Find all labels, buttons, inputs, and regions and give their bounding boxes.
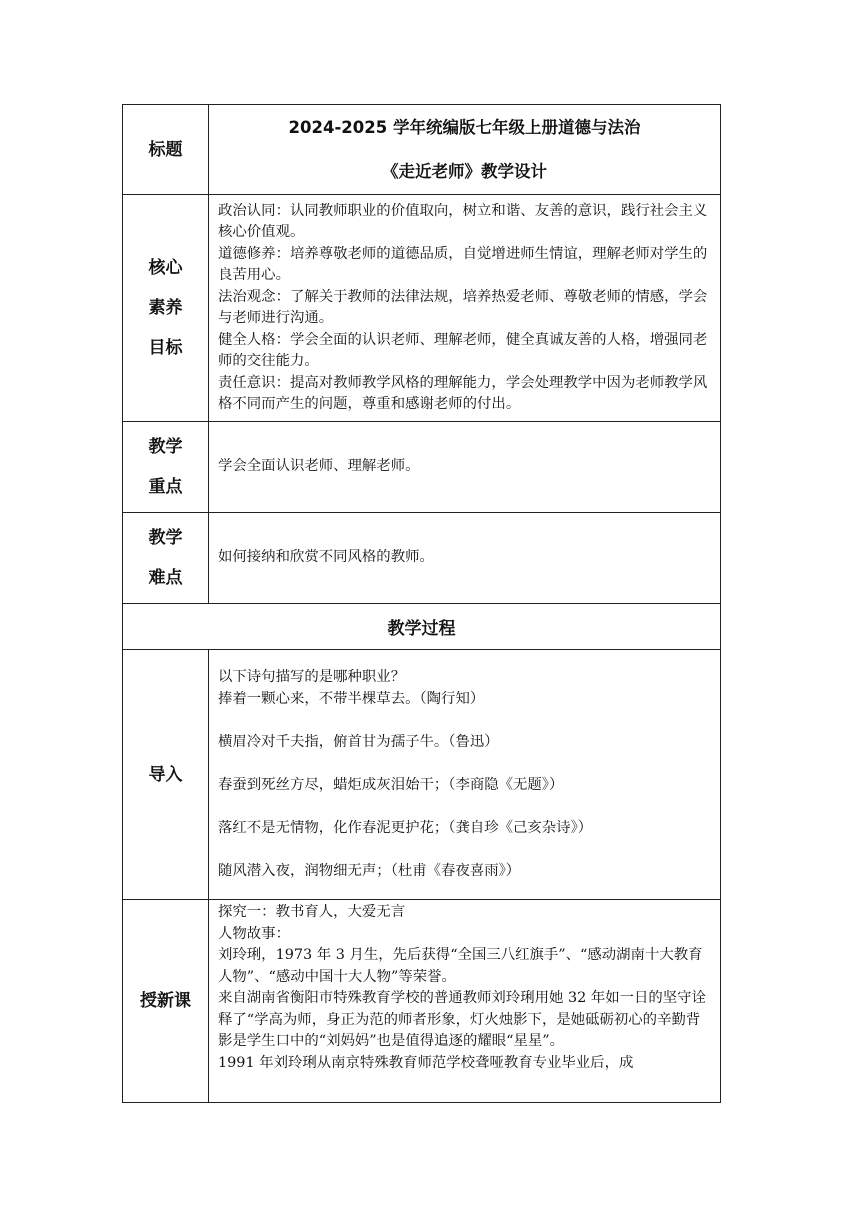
- intro-question: 以下诗句描写的是哪种职业？: [218, 669, 406, 685]
- title-line-2: 《走近老师》教学设计: [382, 161, 547, 181]
- new-lesson-label: 授新课: [123, 900, 209, 1103]
- label-line: 核心: [148, 258, 183, 278]
- core-goal-personality: 健全人格：学会全面的认识老师、理解老师，健全真诚友善的人格，增强同老师的交往能力。: [218, 331, 708, 369]
- intro-content: [209, 650, 721, 900]
- teaching-difficulty-row: [123, 513, 721, 604]
- spacer: [218, 710, 712, 732]
- story-paragraph: 刘玲琍，1973 年 3 月生，先后获得“全国三八红旗手”、“感动湖南十大教育人物”、“感动中国十大人物”等荣誉。: [218, 947, 703, 985]
- title-label: 标题: [123, 105, 209, 195]
- new-lesson-row: [123, 900, 721, 1103]
- inquiry-heading: 探究一：教书育人，大爱无言: [218, 904, 406, 920]
- core-goal-law: 法治观念：了解关于教师的法律法规，培养热爱老师、尊敬老师的情感，学会与老师进行沟通。: [218, 288, 708, 326]
- document-title: [209, 105, 721, 195]
- core-literacy-content: [209, 195, 721, 422]
- lesson-plan-table: [122, 104, 721, 1103]
- story-paragraph: 来自湖南省衡阳市特殊教育学校的普通教师刘玲琍用她 32 年如一日的坚守诠释了“学高为师，身正为范的师者形象，灯火烛影下，是她砥砺初心的辛勤背影是学生口中的“刘妈妈”也是值得追逐的耀眼“星星”。: [218, 990, 706, 1049]
- teaching-difficulty-text: 如何接纳和欣赏不同风格的教师。: [209, 513, 721, 604]
- teaching-focus-text: 学会全面认识老师、理解老师。: [209, 422, 721, 513]
- label-line: 教学: [148, 437, 183, 457]
- core-goal-political: 政治认同：认同教师职业的价值取向，树立和谐、友善的意识，践行社会主义核心价值观。: [218, 202, 708, 240]
- spacer: [218, 796, 712, 818]
- intro-label: 导入: [123, 650, 209, 900]
- title-row: [123, 105, 721, 195]
- label-line: 目标: [148, 338, 183, 358]
- core-literacy-label: [123, 195, 209, 422]
- label-line: 教学: [148, 528, 183, 548]
- intro-row: [123, 650, 721, 900]
- core-goal-responsibility: 责任意识：提高对教师教学风格的理解能力，学会处理教学中因为老师教学风格不同而产生的问题，尊重和感谢老师的付出。: [218, 374, 708, 412]
- label-line: 难点: [148, 568, 183, 588]
- spacer: [218, 839, 712, 861]
- teaching-difficulty-label: [123, 513, 209, 604]
- poem-line: 春蚕到死丝方尽，蜡炬成灰泪始干；（李商隐《无题》）: [218, 776, 564, 793]
- process-header: 教学过程: [123, 604, 721, 650]
- poem-line: 横眉冷对千夫指，俯首甘为孺子牛。（鲁迅）: [218, 733, 499, 750]
- story-paragraph: 1991 年刘玲琍从南京特殊教育师范学校聋哑教育专业毕业后，成: [218, 1054, 634, 1071]
- label-line: 素养: [148, 298, 183, 318]
- poem-line: 随风潜入夜，润物细无声；（杜甫《春夜喜雨》）: [218, 862, 521, 879]
- spacer: [218, 753, 712, 775]
- title-line-1: 2024-2025 学年统编版七年级上册道德与法治: [288, 117, 641, 137]
- core-literacy-row: [123, 195, 721, 422]
- label-line: 重点: [148, 477, 183, 497]
- story-label: 人物故事：: [218, 925, 290, 942]
- core-goal-moral: 道德修养：培养尊敬老师的道德品质，自觉增进师生情谊，理解老师对学生的良苦用心。: [218, 245, 708, 283]
- poem-line: 落红不是无情物，化作春泥更护花；（龚自珍《己亥杂诗》）: [218, 819, 593, 836]
- process-header-row: [123, 604, 721, 650]
- poem-line: 捧着一颗心来，不带半棵草去。（陶行知）: [218, 690, 485, 707]
- teaching-focus-row: [123, 422, 721, 513]
- new-lesson-content: [209, 900, 721, 1103]
- teaching-focus-label: [123, 422, 209, 513]
